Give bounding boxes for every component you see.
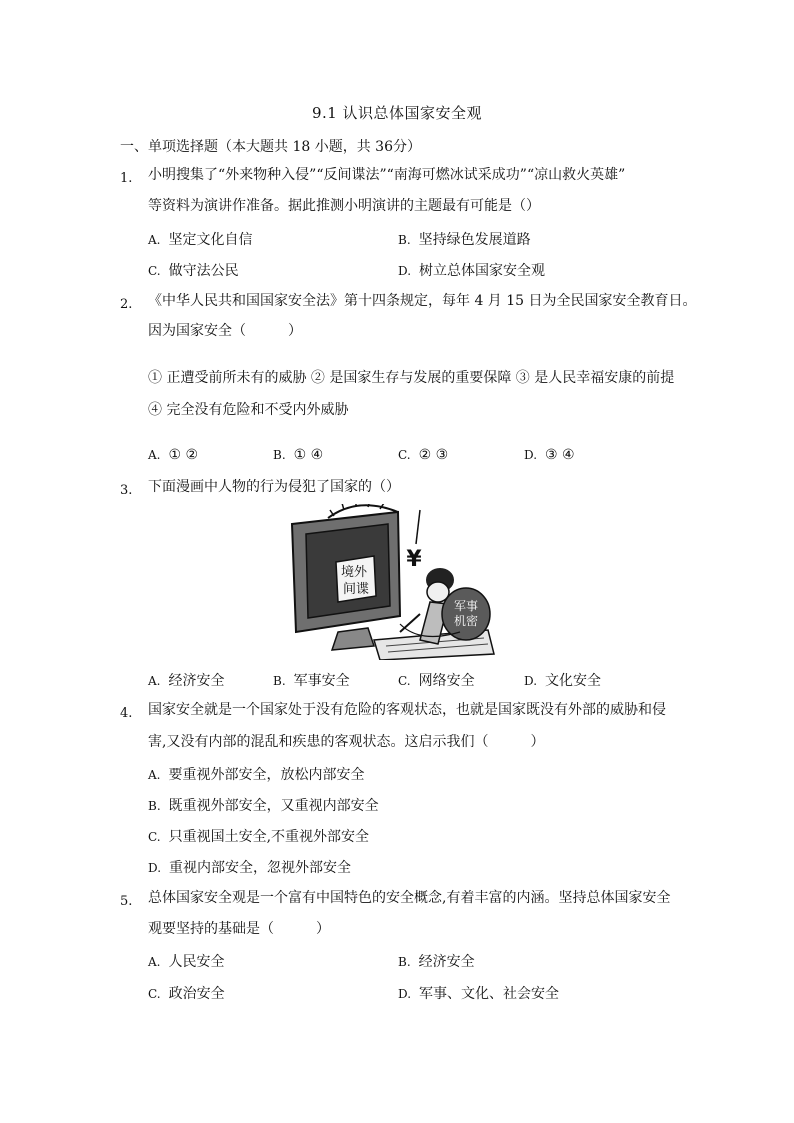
option-text: 坚持绿色发展道路 xyxy=(418,232,531,248)
question-2-statement-2: ④ 完全没有危险和不受内外威胁 xyxy=(148,402,349,418)
spy-cartoon-illustration xyxy=(288,504,498,660)
screen-text-line-1: 境外 xyxy=(340,565,368,580)
question-3-option-b[interactable] xyxy=(273,670,350,690)
option-text: 文化安全 xyxy=(545,673,602,689)
question-2-line-2: 因为国家安全（ ） xyxy=(148,323,302,339)
question-5-option-c[interactable] xyxy=(148,983,225,1003)
option-text: 经济安全 xyxy=(418,954,475,970)
option-text: 重视内部安全，忽视外部安全 xyxy=(169,860,352,876)
question-4-line-2: 害,又没有内部的混乱和疾患的客观状态。这启示我们（ ） xyxy=(148,734,545,750)
section-heading: 一、单项选择题（本大题共 18 小题，共 36分） xyxy=(120,139,421,155)
option-text: 坚定文化自信 xyxy=(168,232,253,248)
option-text: ① ④ xyxy=(293,447,324,463)
option-text: ① ② xyxy=(168,447,199,463)
option-letter: B. xyxy=(398,955,411,969)
question-2-number: 2. xyxy=(120,297,133,312)
question-3-option-a[interactable] xyxy=(148,670,224,690)
question-3-option-d[interactable] xyxy=(524,670,601,690)
option-letter: D. xyxy=(398,264,412,278)
option-letter: D. xyxy=(148,861,162,875)
option-letter: A. xyxy=(148,674,161,688)
question-1-option-d[interactable] xyxy=(398,260,545,280)
document-title: 9.1 认识总体国家安全观 xyxy=(311,104,483,122)
question-3-number: 3. xyxy=(120,483,133,498)
question-5-line-2: 观要坚持的基础是（ ） xyxy=(148,921,330,937)
option-letter: B. xyxy=(148,799,161,813)
option-letter: D. xyxy=(398,987,412,1001)
option-letter: C. xyxy=(148,264,161,278)
question-1-option-a[interactable] xyxy=(148,229,252,249)
question-3-option-c[interactable] xyxy=(398,670,475,690)
question-2-option-a[interactable] xyxy=(148,447,198,463)
question-4-option-b[interactable] xyxy=(148,795,379,815)
option-letter: B. xyxy=(273,448,286,462)
option-text: 人民安全 xyxy=(168,954,225,970)
option-letter: A. xyxy=(148,448,161,462)
option-letter: A. xyxy=(148,955,161,969)
option-letter: C. xyxy=(148,830,161,844)
question-4-line-1: 国家安全就是一个国家处于没有危险的客观状态，也就是国家既没有外部的威胁和侵 xyxy=(148,702,666,718)
question-1-option-b[interactable] xyxy=(398,229,531,249)
option-text: 军事安全 xyxy=(293,673,350,689)
question-4-option-a[interactable] xyxy=(148,764,364,784)
question-5-option-a[interactable] xyxy=(148,951,224,971)
question-2-option-c[interactable] xyxy=(398,447,448,463)
option-text: 做守法公民 xyxy=(168,263,239,279)
question-1-number: 1. xyxy=(120,171,133,186)
question-1-line-2: 等资料为演讲作准备。据此推测小明演讲的主题最有可能是（） xyxy=(148,198,540,214)
question-3-line-1: 下面漫画中人物的行为侵犯了国家的（） xyxy=(148,479,400,495)
bag-text-line-1: 军事 xyxy=(453,599,479,613)
option-letter: B. xyxy=(273,674,286,688)
question-4-option-c[interactable] xyxy=(148,826,369,846)
option-text: ③ ④ xyxy=(545,447,575,463)
question-2-statement-1: ① 正遭受前所未有的威胁 ② 是国家生存与发展的重要保障 ③ 是人民幸福安康的前提 xyxy=(148,370,675,386)
screen-text-line-2: 间谍 xyxy=(342,582,370,597)
question-5-option-b[interactable] xyxy=(398,951,475,971)
option-letter: A. xyxy=(148,768,161,782)
option-letter: C. xyxy=(398,674,411,688)
question-4-option-d[interactable] xyxy=(148,857,351,877)
bag-text-line-2: 机密 xyxy=(453,614,479,628)
option-text: 经济安全 xyxy=(168,673,225,689)
question-5-line-1: 总体国家安全观是一个富有中国特色的安全概念,有着丰富的内涵。坚持总体国家安全 xyxy=(148,890,671,906)
option-letter: D. xyxy=(524,674,538,688)
question-2-option-b[interactable] xyxy=(273,447,323,463)
option-text: ② ③ xyxy=(418,447,449,463)
fishing-line xyxy=(416,510,420,544)
option-letter: C. xyxy=(398,448,411,462)
option-text: 军事、文化、社会安全 xyxy=(419,986,560,1002)
option-letter: A. xyxy=(148,233,161,247)
question-4-number: 4. xyxy=(120,706,133,721)
option-text: 网络安全 xyxy=(418,673,475,689)
question-1-line-1: 小明搜集了“外来物种入侵”“反间谍法”“南海可燃冰试采成功”“凉山救火英雄” xyxy=(148,167,626,183)
option-text: 树立总体国家安全观 xyxy=(419,263,546,279)
option-text: 政治安全 xyxy=(168,986,225,1002)
option-letter: C. xyxy=(148,987,161,1001)
question-1-option-c[interactable] xyxy=(148,260,239,280)
question-5-number: 5. xyxy=(120,894,133,909)
monitor-stand xyxy=(332,628,374,650)
option-text: 既重视外部安全，又重视内部安全 xyxy=(168,798,379,814)
question-2-line-1: 《中华人民共和国国家安全法》第十四条规定，每年 4 月 15 日为全民国家安全教育日。 xyxy=(148,293,697,309)
question-2-option-d[interactable] xyxy=(524,447,575,463)
option-letter: D. xyxy=(524,448,538,462)
spy-arm xyxy=(400,614,420,632)
question-5-option-d[interactable] xyxy=(398,983,559,1003)
currency-icon: ¥ xyxy=(406,547,422,572)
option-letter: B. xyxy=(398,233,411,247)
option-text: 要重视外部安全，放松内部安全 xyxy=(168,767,365,783)
option-text: 只重视国土安全,不重视外部安全 xyxy=(168,829,370,845)
